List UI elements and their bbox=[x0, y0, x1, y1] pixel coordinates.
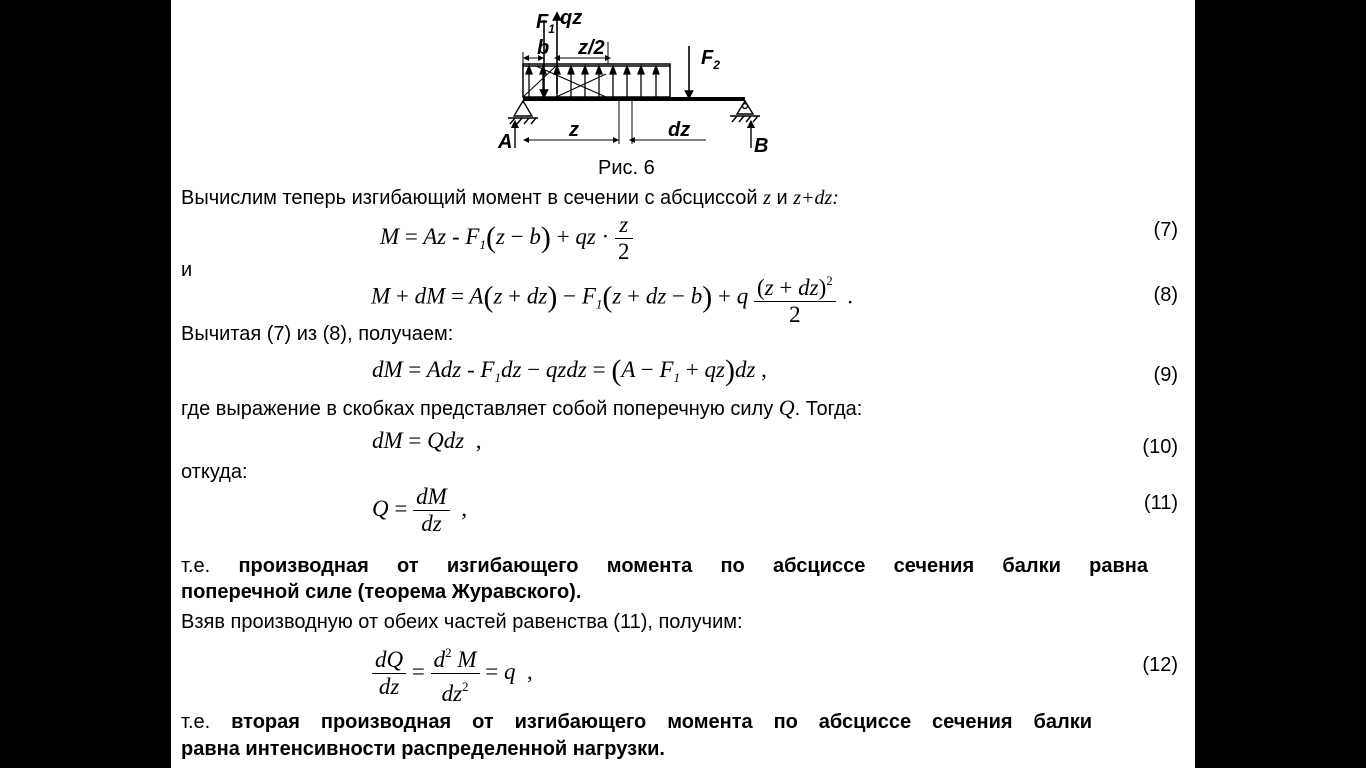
text-second-derivative-line2: равна интенсивности распределенной нагрузки. bbox=[181, 738, 665, 760]
label-b-support: B bbox=[754, 135, 769, 154]
text-zhuravsky-line1: производная от изгибающего момента по абсциссе сечения балки равна bbox=[238, 555, 1149, 577]
text-then: . Тогда: bbox=[794, 398, 863, 420]
paragraph-moment bbox=[181, 186, 839, 210]
equation-8: M + dM = $A(z + dz) - F_1(z$ + dz − b) + q $\frac{(z + dz)^2}{2}$ . bbox=[371, 268, 853, 328]
label-qz: qz bbox=[560, 7, 583, 29]
label-z: z bbox=[569, 119, 579, 141]
equation-10: dM = Qdz , bbox=[372, 428, 482, 453]
label-z-half: z/2 bbox=[578, 37, 605, 59]
text-and: и bbox=[776, 187, 788, 209]
equation-10-number: (10) bbox=[1142, 436, 1178, 458]
distributed-load bbox=[523, 64, 670, 97]
text-second-derivative-line1: вторая производная от изгибающего момента по абсциссе сечения балки bbox=[231, 711, 1093, 733]
label-f1: $F_1$ bbox=[536, 11, 555, 36]
text-z: z bbox=[763, 187, 771, 209]
label-f2: $F_2$ bbox=[701, 47, 720, 72]
equation-11-number: (11) bbox=[1143, 492, 1178, 514]
equation-12: $\frac{dQ}{dz}$ = $\frac{d^2 M}{dz^2}$ = q , bbox=[372, 640, 533, 707]
text-whence: откуда: bbox=[181, 461, 248, 483]
text-subtract: Вычитая (7) из (8), получаем: bbox=[181, 323, 454, 345]
text-q: Q bbox=[778, 395, 795, 420]
paragraph-zhuravsky bbox=[181, 553, 1148, 579]
beam-diagram bbox=[496, 2, 816, 154]
text-z-dz: z+dz: bbox=[793, 187, 839, 209]
figure-caption: Рис. 6 bbox=[598, 157, 655, 179]
equation-7-number: (7) bbox=[1153, 219, 1178, 241]
equation-11: Q = $\frac{dM}{dz}$ , bbox=[372, 484, 468, 536]
text-zhuravsky-line2: поперечной силе (теорема Журавского). bbox=[181, 581, 582, 603]
equation-8-number: (8) bbox=[1153, 284, 1178, 306]
equation-9: dM = Adz - $F_1dz$ − qzdz = $(A - F_1 + qz)dz$ , bbox=[372, 354, 767, 387]
label-a: A bbox=[498, 131, 513, 153]
equation-7: $M = Az - F_1(z - b)$ + qz · $\frac{z}{2}$ bbox=[380, 212, 633, 265]
text-and-2: и bbox=[181, 259, 193, 281]
text-ie-prefix: т.е. bbox=[181, 555, 211, 577]
text-ie2-prefix: т.е. bbox=[181, 711, 211, 733]
paragraph-where bbox=[181, 396, 862, 421]
support-a bbox=[508, 101, 538, 148]
text-taking-derivative: Взяв производную от обеих частей равенства (11), получим: bbox=[181, 611, 743, 633]
equation-12-number: (12) bbox=[1142, 654, 1178, 676]
slide bbox=[171, 0, 1195, 768]
text-moment-intro: Вычислим теперь изгибающий момент в сечении с абсциссой bbox=[181, 187, 758, 209]
equation-9-number: (9) bbox=[1153, 364, 1178, 386]
paragraph-second-derivative bbox=[181, 709, 1092, 735]
text-where: где выражение в скобках представляет собой поперечную силу bbox=[181, 398, 774, 420]
label-b: b bbox=[537, 37, 550, 59]
label-dz: dz bbox=[668, 119, 691, 141]
